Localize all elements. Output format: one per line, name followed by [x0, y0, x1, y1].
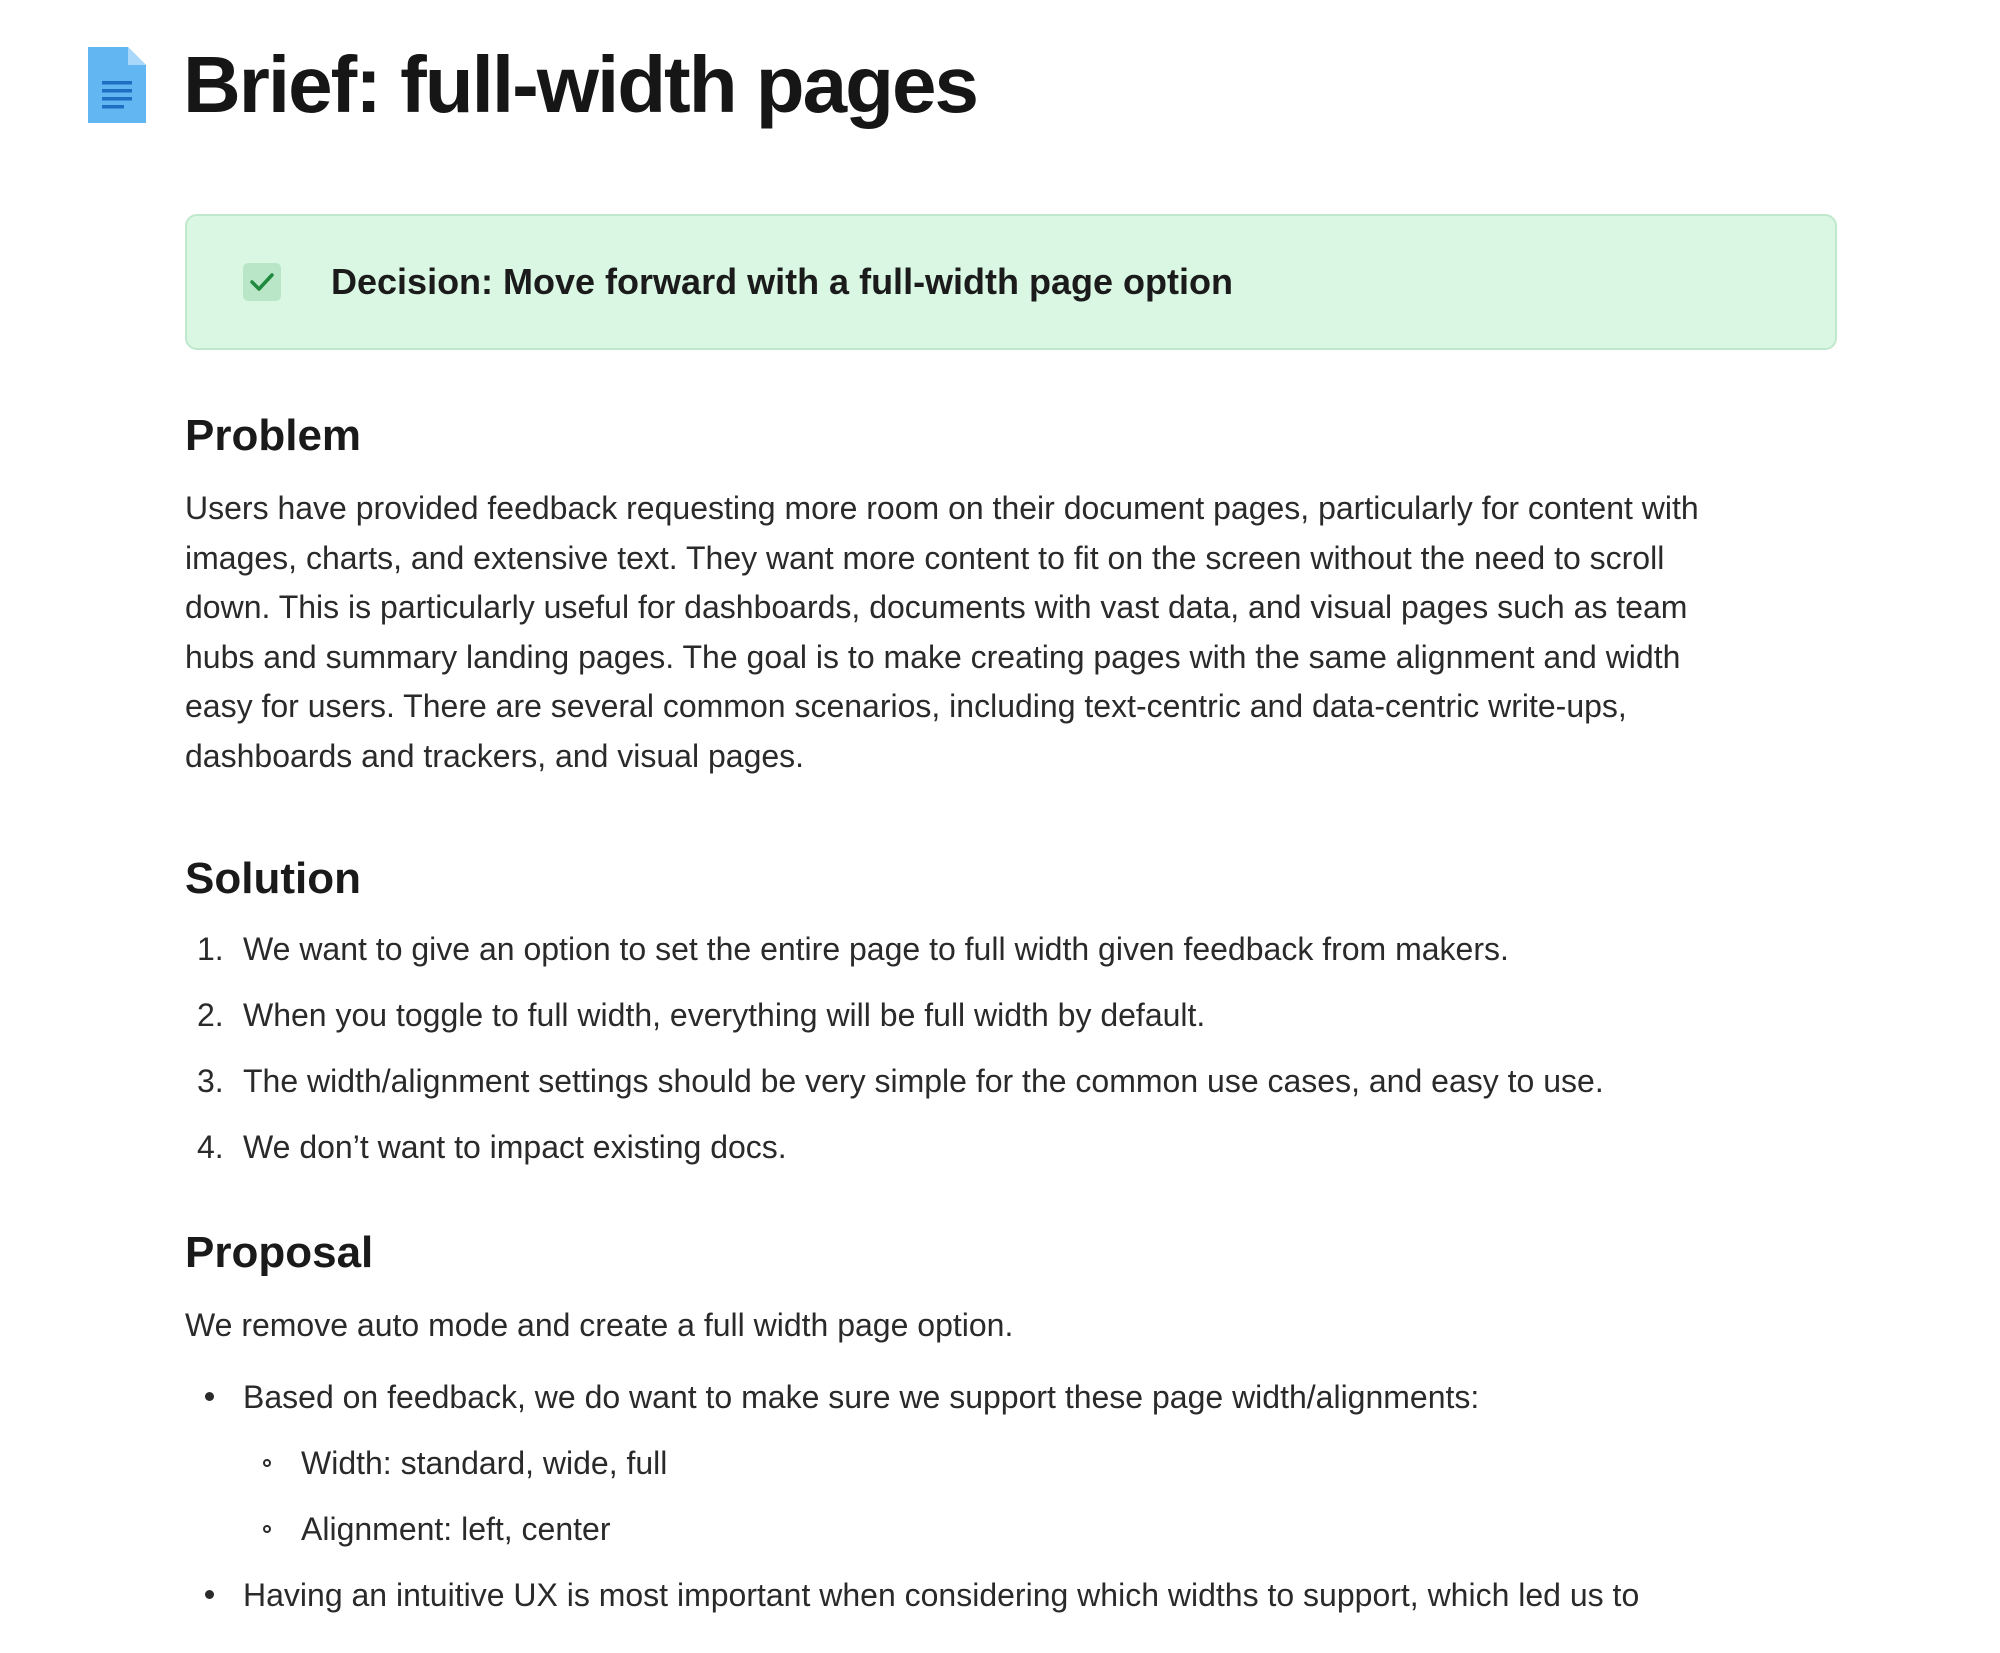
sub-bullet-item	[185, 1509, 1837, 1549]
decision-callout	[185, 214, 1837, 350]
checkbox-checked-icon[interactable]	[243, 263, 281, 301]
bullet-item	[185, 1575, 1837, 1615]
proposal-intro: We remove auto mode and create a full width page option.	[185, 1307, 1014, 1343]
proposal-bullet-list	[185, 1377, 1837, 1615]
list-item-text: We don’t want to impact existing docs.	[243, 1129, 787, 1165]
paragraph-line: hubs and summary landing pages. The goal is to make creating pages with the same alignment and width	[185, 638, 1681, 675]
list-item-text: The width/alignment settings should be very simple for the common use cases, and easy to use.	[243, 1063, 1604, 1099]
paragraph-line: Users have provided feedback requesting more room on their document pages, particularly for content with	[185, 490, 1699, 526]
list-number: 3.	[197, 1063, 224, 1099]
bullet-circle-icon	[263, 1459, 271, 1467]
list-item-text: We want to give an option to set the entire page to full width given feedback from makers.	[243, 931, 1509, 967]
section-heading-solution: Solution	[185, 854, 361, 903]
section-heading-proposal: Proposal	[185, 1228, 374, 1277]
list-item	[185, 1127, 1837, 1167]
paragraph-line: dashboards and trackers, and visual pages.	[185, 737, 805, 774]
callout-text: Decision: Move forward with a full-width page option	[331, 261, 1234, 302]
document-icon	[88, 47, 146, 123]
paragraph-line: easy for users. There are several common scenarios, including text-centric and data-centric write-ups,	[185, 688, 1627, 724]
list-item	[185, 1061, 1837, 1101]
list-number: 4.	[197, 1129, 224, 1165]
section-heading-problem: Problem	[185, 411, 362, 460]
problem-paragraph	[185, 484, 1837, 781]
bullet-dot-icon	[205, 1590, 214, 1599]
paragraph-line: images, charts, and extensive text. They want more content to fit on the screen without the need to scroll	[185, 539, 1665, 576]
list-item-text: When you toggle to full width, everything will be full width by default.	[243, 997, 1206, 1033]
bullet-item	[185, 1377, 1837, 1417]
bullet-dot-icon	[205, 1392, 214, 1401]
sub-bullet-item	[185, 1443, 1837, 1483]
list-item	[185, 995, 1837, 1035]
bullet-circle-icon	[263, 1525, 271, 1533]
document-body	[185, 214, 1837, 1641]
list-number: 2.	[197, 997, 224, 1033]
list-number: 1.	[197, 931, 224, 967]
solution-list	[185, 929, 1837, 1167]
page-title[interactable]: Brief: full-width pages	[183, 40, 977, 129]
list-item	[185, 929, 1837, 969]
bullet-text: Having an intuitive UX is most important when considering which widths to support, which led us to	[243, 1576, 1640, 1613]
paragraph-line: down. This is particularly useful for dashboards, documents with vast data, and visual pages such as team	[185, 589, 1688, 625]
bullet-text: Alignment: left, center	[301, 1510, 611, 1547]
doc-header	[88, 40, 977, 130]
bullet-text: Width: standard, wide, full	[301, 1444, 668, 1481]
bullet-text: Based on feedback, we do want to make sure we support these page width/alignments:	[243, 1378, 1480, 1415]
